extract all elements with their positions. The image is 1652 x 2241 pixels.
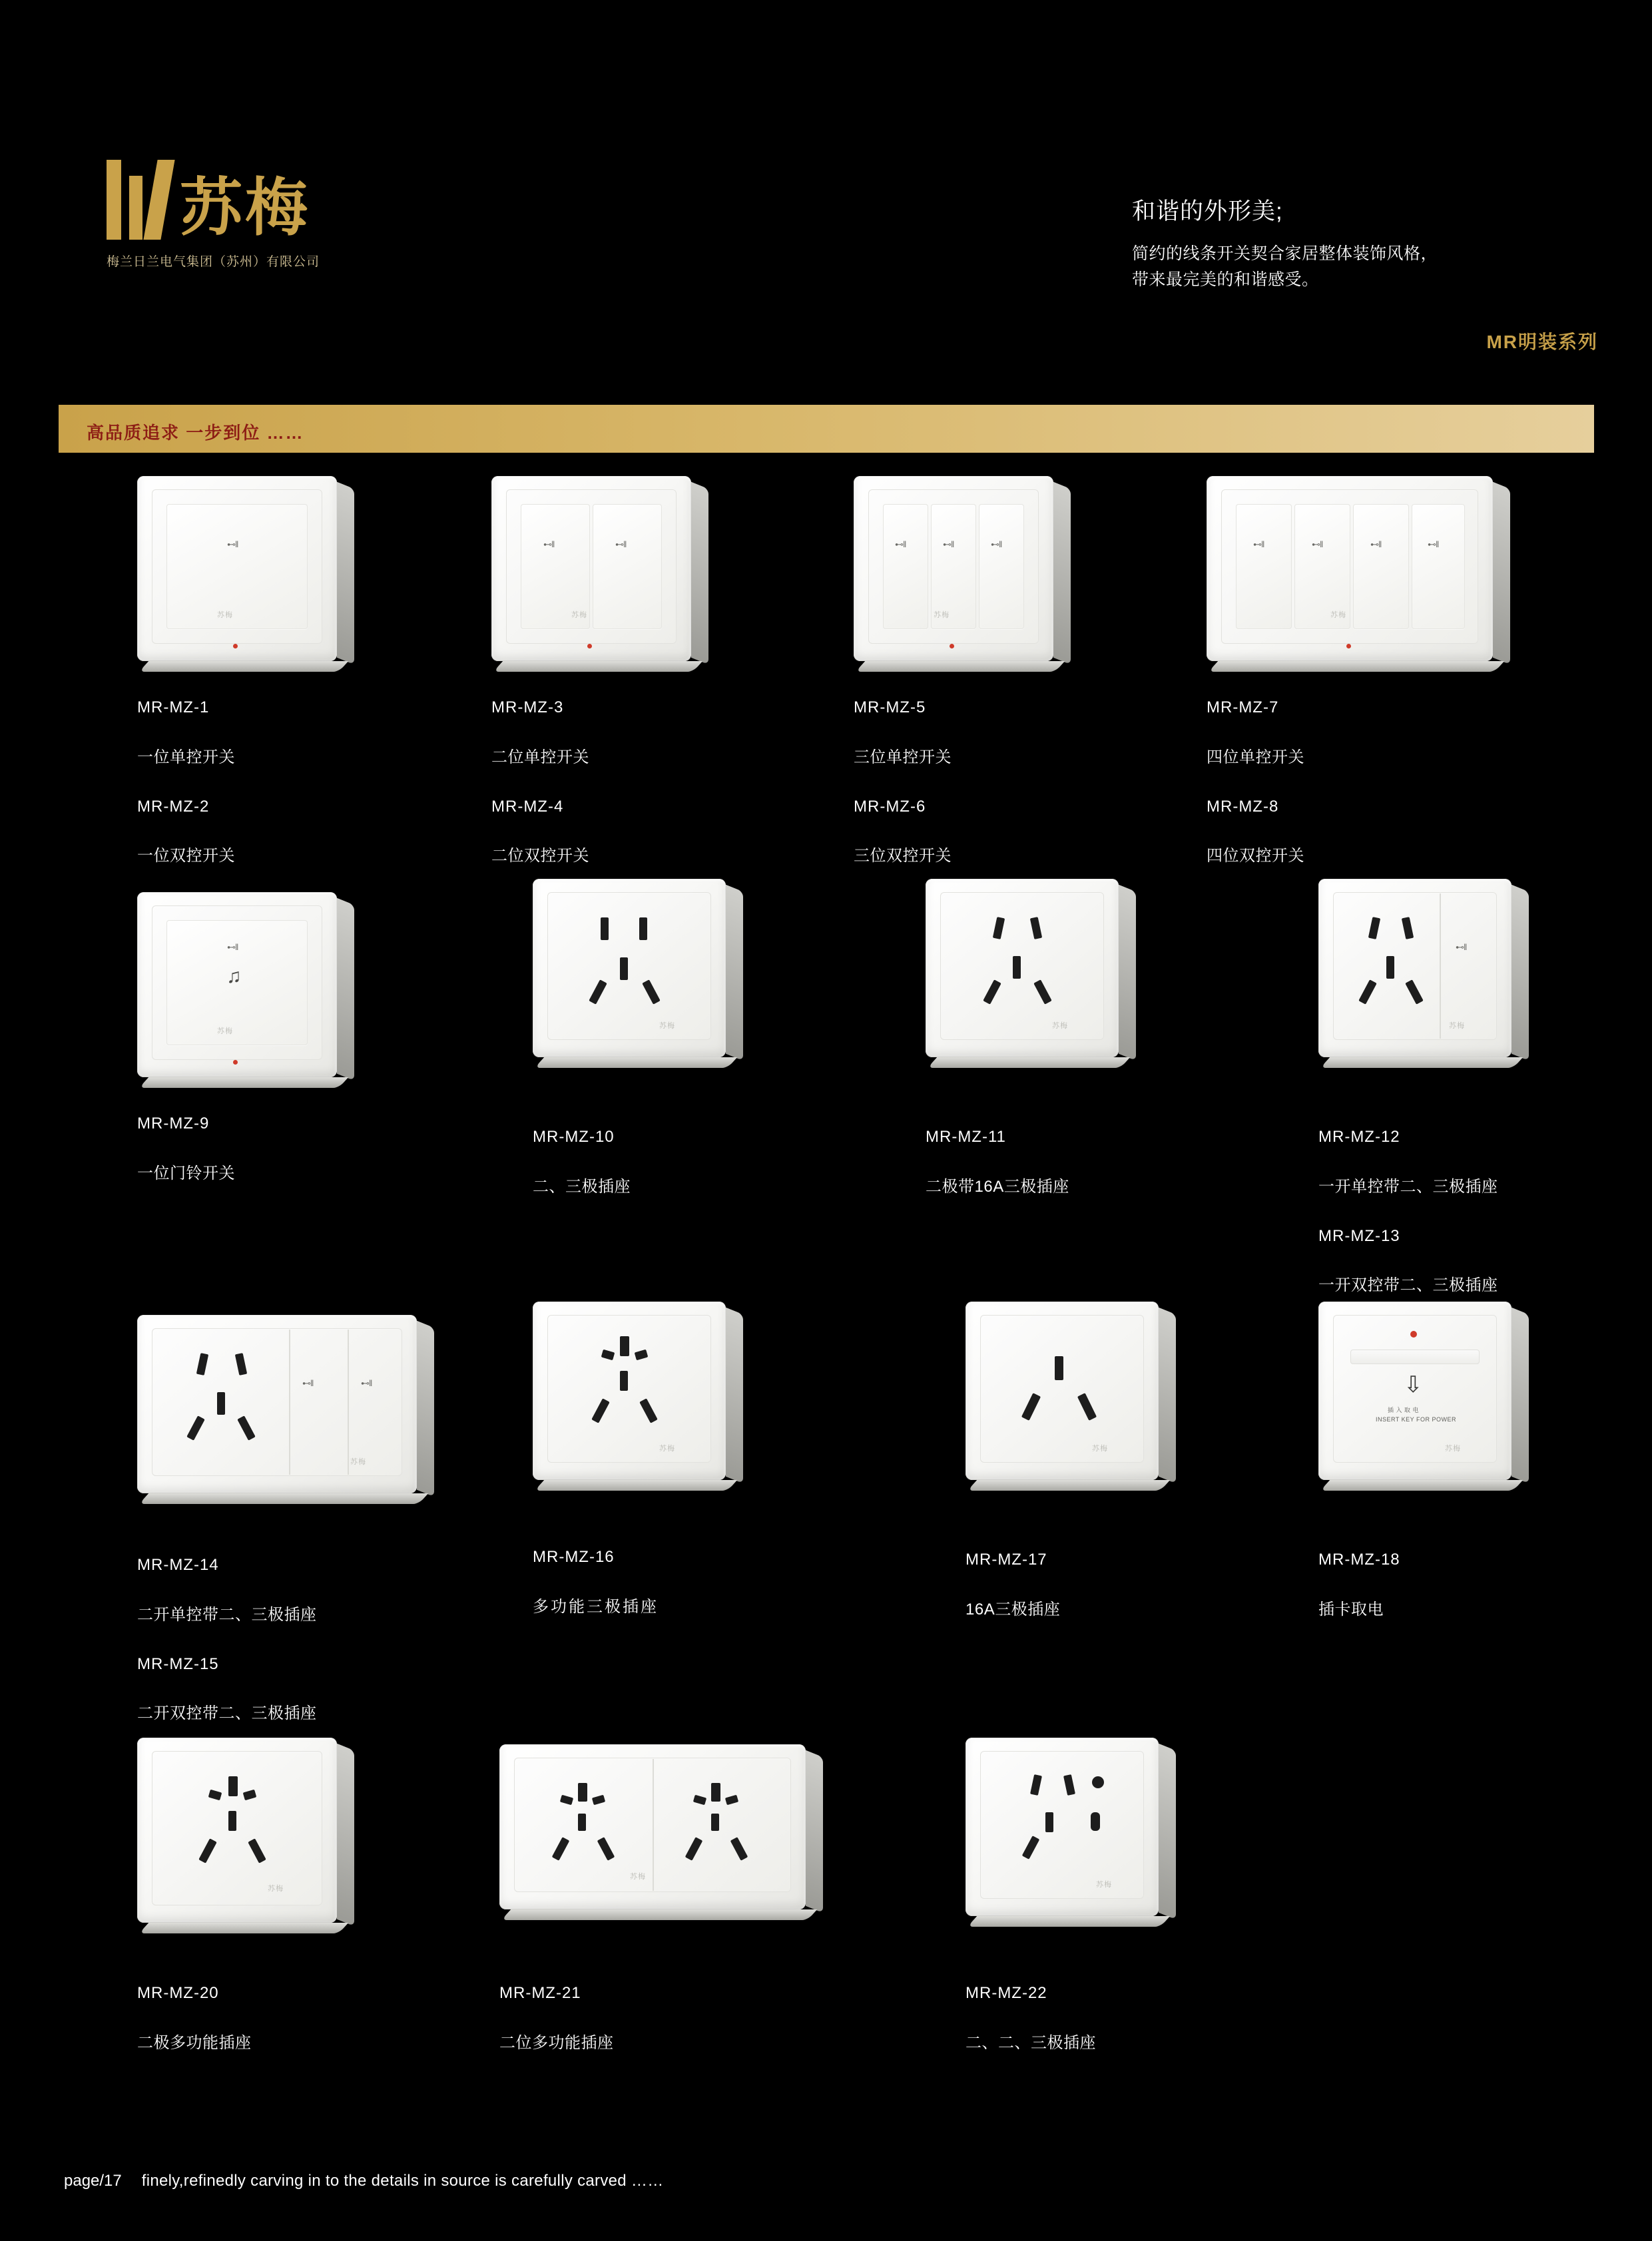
product-row-2 (0, 892, 1652, 1295)
tagline-title: 和谐的外形美; (1132, 198, 1283, 224)
device-image-2-2-3-pole-socket: 苏梅 (965, 1738, 1159, 1916)
product-caption-3: MR-MZ-5 三位单控开关 MR-MZ-6 三位双控开关 (854, 698, 952, 866)
product-card-p14 (499, 1744, 806, 2080)
product-row-3 (0, 1315, 1652, 1723)
product-card-p4 (1207, 476, 1493, 893)
product-card-p2 (491, 476, 691, 893)
product-caption-5: MR-MZ-9 一位门铃开关 (137, 1115, 235, 1182)
device-image-16a-3pole-socket: 苏梅 (965, 1302, 1159, 1480)
series-title: MR明装系列 (1486, 331, 1598, 352)
product-caption-13: MR-MZ-20 二极多功能插座 (137, 1984, 252, 2052)
page-header (0, 0, 1652, 393)
device-image-4-gang-switch: ⊷‖ ⊷‖ ⊷‖ ⊷‖ 苏梅 (1207, 476, 1493, 661)
card-slot-label-en: INSERT KEY FOR POWER (1376, 1416, 1457, 1423)
device-image-2pole-multifunction-socket: 苏梅 (137, 1738, 337, 1923)
product-card-p9 (137, 1315, 417, 1751)
tagline-block (1132, 193, 1598, 354)
product-caption-8: MR-MZ-12 一开单控带二、三极插座 MR-MZ-13 一开双控带二、三极插座 (1318, 1128, 1498, 1295)
product-caption-1: MR-MZ-1 一位单控开关 MR-MZ-2 一位双控开关 (137, 698, 235, 866)
product-card-p15 (965, 1738, 1159, 2080)
device-image-2pole-16a-socket: 苏梅 (926, 879, 1119, 1057)
product-caption-15: MR-MZ-22 二、二、三极插座 (965, 1984, 1096, 2052)
product-card-p1 (137, 476, 337, 893)
product-caption-4: MR-MZ-7 四位单控开关 MR-MZ-8 四位双控开关 (1207, 698, 1304, 866)
device-image-card-power-taker: ⇩ 插 入 取 电 INSERT KEY FOR POWER 苏梅 (1318, 1302, 1512, 1480)
logo-wordmark: 苏梅 (180, 172, 311, 244)
device-image-doorbell-switch: ⊷‖ ♫ 苏梅 (137, 892, 337, 1077)
product-card-p6 (533, 879, 726, 1224)
footer-tagline: finely,refinedly carving in to the details in source is carefully carved …… (141, 2172, 664, 2190)
company-name: 梅兰日兰电气集团（苏州）有限公司 (107, 255, 320, 269)
banner-slogan: 高品质追求 一步到位 …… (87, 423, 304, 443)
bell-icon: ♫ (226, 965, 242, 987)
logo-mark-icon (107, 160, 168, 240)
device-image-1-switch-socket: ⊷‖ 苏梅 (1318, 879, 1512, 1057)
product-caption-2: MR-MZ-3 二位单控开关 MR-MZ-4 二位双控开关 (491, 698, 589, 866)
device-image-1-gang-switch: ⊷‖ 苏梅 (137, 476, 337, 661)
product-card-p3 (854, 476, 1053, 893)
device-image-2-switch-socket: ⊷‖ ⊷‖ 苏梅 (137, 1315, 417, 1493)
device-image-3-gang-switch: ⊷‖ ⊷‖ ⊷‖ 苏梅 (854, 476, 1053, 661)
product-caption-9: MR-MZ-14 二开单控带二、三极插座 MR-MZ-15 二开双控带二、三极插座 (137, 1556, 317, 1723)
product-card-p10 (533, 1302, 726, 1644)
product-caption-6: MR-MZ-10 二、三极插座 (533, 1128, 631, 1196)
product-card-p12 (1318, 1302, 1512, 1646)
product-row-4 (0, 1738, 1652, 2084)
product-card-p8 (1318, 879, 1512, 1323)
product-caption-14: MR-MZ-21 二位多功能插座 (499, 1984, 614, 2052)
product-caption-12: MR-MZ-18 插卡取电 (1318, 1551, 1400, 1618)
device-image-multifunction-socket: 苏梅 (533, 1302, 726, 1480)
arrow-down-icon: ⇩ (1404, 1372, 1423, 1397)
product-card-p11 (965, 1302, 1159, 1646)
card-slot-label-cn: 插 入 取 电 (1388, 1407, 1420, 1413)
page-number: page/17 (64, 2172, 122, 2190)
page-footer (64, 2172, 664, 2190)
indicator-led (1410, 1331, 1417, 1338)
product-caption-11: MR-MZ-17 16A三极插座 (965, 1551, 1061, 1618)
product-caption-7: MR-MZ-11 二极带16A三极插座 (926, 1128, 1069, 1196)
tagline-line-2: 带来最完美的和谐感受。 (1132, 270, 1319, 289)
product-card-p7 (926, 879, 1119, 1224)
device-image-double-multifunction-socket: 苏梅 (499, 1744, 806, 1909)
product-row-1 (0, 476, 1652, 866)
product-card-p5 (137, 892, 337, 1210)
product-card-p13 (137, 1738, 337, 2080)
device-image-5-hole-socket: 苏梅 (533, 879, 726, 1057)
product-caption-10: MR-MZ-16 多功能三极插座 (533, 1548, 659, 1616)
tagline-line-1: 简约的线条开关契合家居整体装饰风格， (1132, 244, 1438, 263)
company-logo (107, 160, 453, 270)
device-image-2-gang-switch: ⊷‖ ⊷‖ 苏梅 (491, 476, 691, 661)
